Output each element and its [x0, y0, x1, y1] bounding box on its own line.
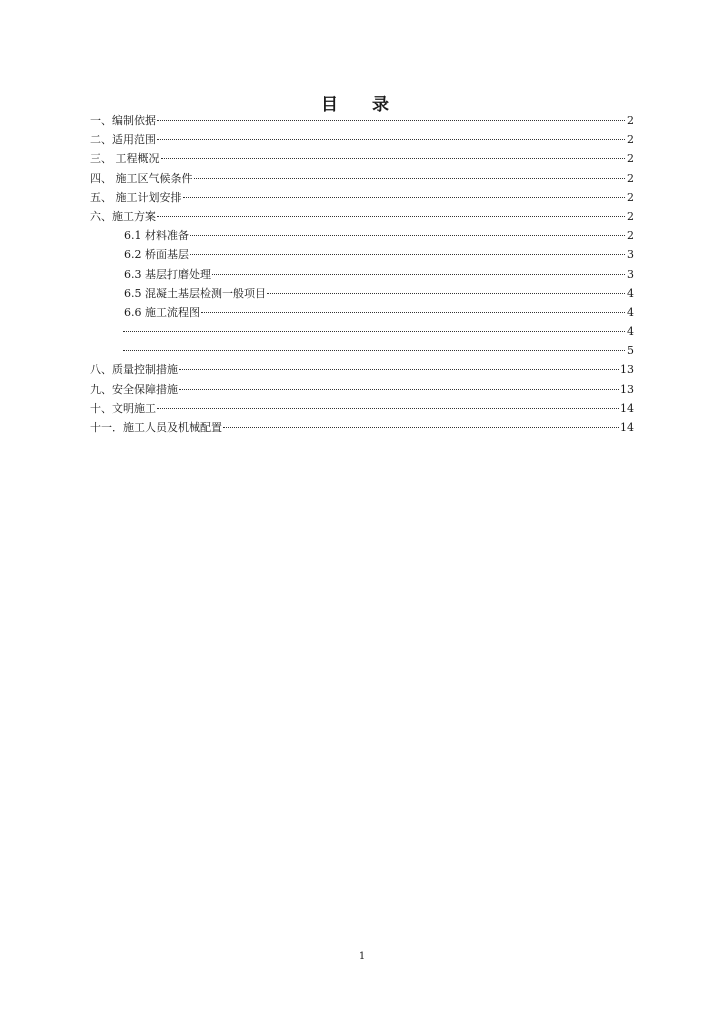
toc-entry[interactable] [90, 265, 634, 284]
toc-entry-label: 十一．施工人员及机械配置 [90, 421, 222, 434]
toc-entry-page: 13 [620, 363, 634, 377]
toc-entry-page: 4 [627, 305, 634, 319]
toc-entry[interactable] [90, 149, 634, 168]
toc-entry[interactable] [90, 207, 634, 226]
toc-dot-leader [201, 312, 625, 313]
toc-entry-page: 2 [627, 152, 634, 166]
toc-entry-page: 2 [627, 229, 634, 243]
toc-entry[interactable] [90, 226, 634, 245]
toc-entry[interactable] [90, 188, 634, 207]
toc-entry[interactable] [90, 130, 634, 149]
toc-entry-page: 14 [620, 401, 634, 415]
toc-entry[interactable] [90, 169, 634, 188]
toc-entry-page: 13 [620, 382, 634, 396]
toc-entry-label: 6.3 基层打磨处理 [124, 267, 211, 281]
toc-entry[interactable] [90, 418, 634, 437]
toc-entry[interactable] [90, 303, 634, 322]
toc-dot-leader [194, 178, 626, 179]
toc-entry-page: 2 [627, 114, 634, 127]
toc-title: 目 录 [321, 95, 403, 115]
toc-entry-page: 3 [627, 248, 634, 262]
toc-entry-page: 3 [627, 267, 634, 281]
toc-dot-leader [179, 389, 619, 390]
toc-entry[interactable] [90, 284, 634, 303]
toc-entry[interactable] [90, 245, 634, 264]
toc-entry-label: 三、 工程概况 [90, 152, 160, 166]
toc-dot-leader [183, 197, 626, 198]
toc-entry[interactable] [90, 111, 634, 130]
toc-entry-page: 4 [627, 325, 634, 339]
toc-dot-leader [161, 158, 626, 159]
table-of-contents [90, 111, 634, 437]
toc-entry-label: 十、文明施工 [90, 401, 156, 415]
toc-entry-page: 14 [620, 421, 634, 434]
toc-dot-leader [190, 254, 625, 255]
toc-entry-page: 2 [627, 171, 634, 185]
toc-entry-label: 6.2 桥面基层 [124, 248, 189, 262]
toc-dot-leader [190, 235, 625, 236]
toc-dot-leader [157, 120, 625, 121]
toc-dot-leader [179, 369, 619, 370]
toc-entry-label: 八、质量控制措施 [90, 363, 178, 377]
toc-entry[interactable] [90, 380, 634, 399]
toc-entry-label: 二、适用范围 [90, 133, 156, 147]
page-number: 1 [358, 951, 366, 962]
toc-entry[interactable] [90, 322, 634, 341]
toc-entry-label: 6.5 混凝土基层检测一般项目 [124, 286, 266, 300]
toc-dot-leader [157, 408, 619, 409]
toc-entry-label: 六、施工方案 [90, 209, 156, 223]
toc-entry-page: 2 [627, 133, 634, 147]
toc-dot-leader [157, 216, 625, 217]
toc-dot-leader [123, 331, 625, 332]
toc-entry-label: 6.6 施工流程图 [124, 305, 200, 319]
toc-dot-leader [157, 139, 625, 140]
toc-entry[interactable] [90, 399, 634, 418]
toc-entry-page: 5 [627, 344, 634, 358]
toc-entry-page: 4 [627, 286, 634, 300]
toc-entry-label: 6.1 材料准备 [124, 229, 189, 243]
toc-dot-leader [267, 293, 625, 294]
toc-entry[interactable] [90, 341, 634, 360]
toc-entry[interactable] [90, 360, 634, 379]
toc-entry-label: 四、 施工区气候条件 [90, 171, 193, 185]
toc-entry-label: 九、安全保障措施 [90, 382, 178, 396]
toc-entry-label: 五、 施工计划安排 [90, 190, 182, 204]
toc-dot-leader [223, 427, 619, 428]
toc-dot-leader [123, 350, 625, 351]
toc-entry-page: 2 [627, 209, 634, 223]
toc-entry-page: 2 [627, 190, 634, 204]
toc-dot-leader [212, 274, 625, 275]
toc-entry-label: 一、编制依据 [90, 114, 156, 127]
